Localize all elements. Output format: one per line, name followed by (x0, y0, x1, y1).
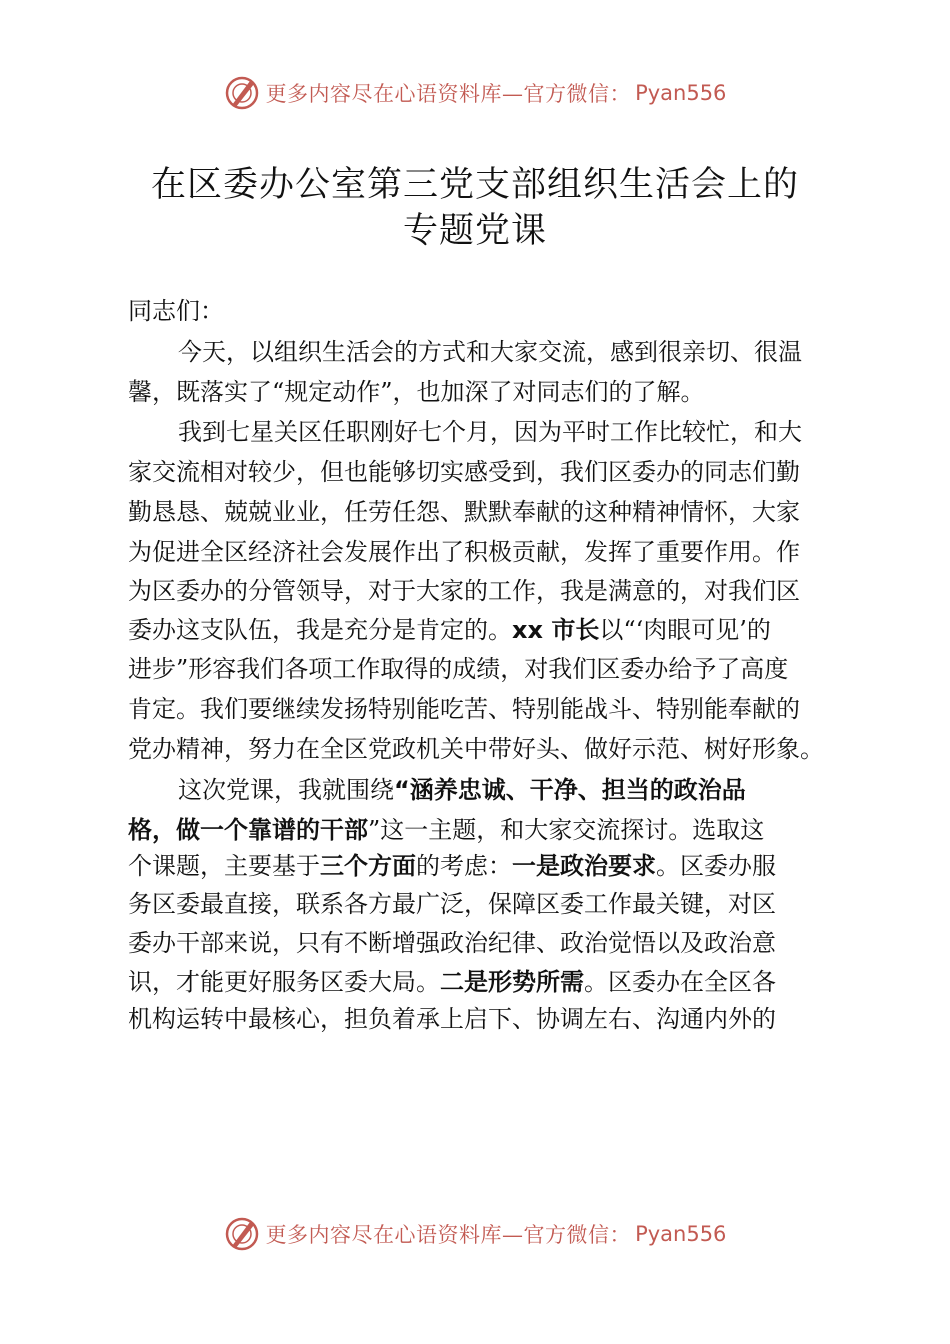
bold-phrase: 二是形势所需 (440, 968, 584, 996)
paragraph-line: 勤恳恳、兢兢业业，任劳任怨、默默奉献的这种精神情怀，大家 (128, 498, 800, 526)
footer-banner (0, 1211, 950, 1257)
paragraph-line: 这次党课，我就围绕“涵养忠诚、干净、担当的政治品 (178, 776, 746, 804)
paragraph-line: 党办精神，努力在全区党政机关中带好头、做好示范、树好形象。 (128, 735, 824, 763)
paragraph-line: 家交流相对较少，但也能够切实感受到，我们区委办的同志们勤 (128, 458, 800, 486)
bold-phrase: 三个方面 (320, 852, 416, 880)
banner-text: 更多内容尽在心语资料库—官方微信： (265, 1223, 632, 1247)
paragraph-line: 务区委最直接，联系各方最广泛，保障区委工作最关键，对区 (128, 890, 776, 918)
paragraph-line: 我到七星关区任职刚好七个月，因为平时工作比较忙，和大 (178, 418, 802, 446)
paragraph-line: 委办干部来说，只有不断增强政治纪律、政治觉悟以及政治意 (128, 929, 776, 957)
paragraph-line: 肯定。我们要继续发扬特别能吃苦、特别能战斗、特别能奉献的 (128, 695, 800, 723)
title-line-2: 专题党课 (402, 211, 547, 251)
quill-logo-icon (224, 75, 260, 111)
paragraph-line: 委办这支队伍，我是充分是肯定的。xx 市长以“‘肉眼可见’的 (128, 616, 771, 644)
paragraph-line: 识，才能更好服务区委大局。二是形势所需。区委办在全区各 (128, 968, 776, 996)
bold-phrase: 一是政治要求 (512, 852, 656, 880)
banner-wechat-id: Pyan556 (635, 1222, 727, 1246)
title-line-1: 在区委办公室第三党支部组织生活会上的 (150, 165, 799, 205)
banner-wechat-id: Pyan556 (635, 81, 727, 105)
paragraph-line: 机构运转中最核心，担负着承上启下、协调左右、沟通内外的 (128, 1005, 776, 1033)
paragraph-line: 个课题，主要基于三个方面的考虑：一是政治要求。区委办服 (128, 852, 776, 880)
bold-phrase: “涵养忠诚、干净、担当的政治品 (394, 776, 746, 804)
document-title (0, 162, 950, 254)
paragraph-line: 为促进全区经济社会发展作出了积极贡献，发挥了重要作用。作 (128, 538, 800, 566)
bold-phrase: 格，做一个靠谱的干部 (128, 816, 368, 844)
paragraph-line: 为区委办的分管领导，对于大家的工作，我是满意的，对我们区 (128, 577, 800, 605)
header-banner (0, 70, 950, 116)
paragraph-line: 进步”形容我们各项工作取得的成绩，对我们区委办给予了高度 (128, 655, 789, 683)
paragraph-line: 馨，既落实了“规定动作”，也加深了对同志们的了解。 (128, 378, 705, 406)
quill-logo-icon (224, 1216, 260, 1252)
banner-text: 更多内容尽在心语资料库—官方微信： (265, 82, 632, 106)
salutation: 同志们： (128, 297, 224, 325)
paragraph-line: 格，做一个靠谱的干部”这一主题，和大家交流探讨。选取这 (128, 816, 765, 844)
bold-phrase: xx 市长 (512, 616, 600, 644)
paragraph-line: 今天，以组织生活会的方式和大家交流，感到很亲切、很温 (178, 338, 802, 366)
